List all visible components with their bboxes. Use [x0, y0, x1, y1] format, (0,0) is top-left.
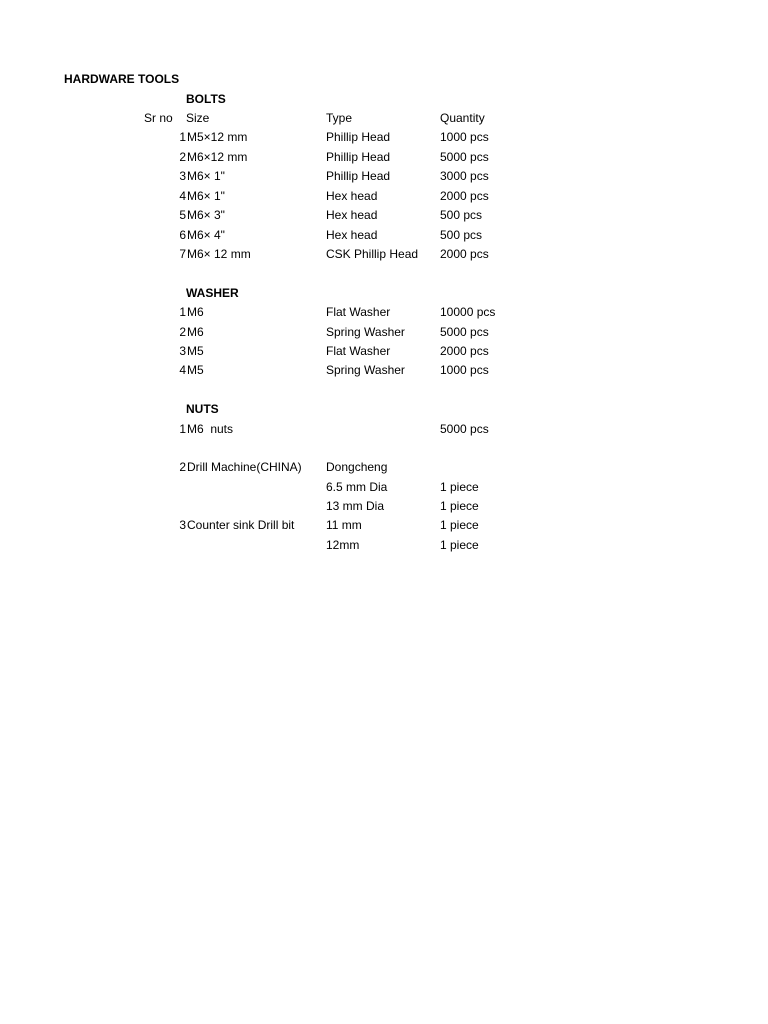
- other-row-type: 11 mm: [326, 518, 362, 532]
- bolt-row-size: M6× 3": [187, 208, 225, 222]
- column-header-size: Size: [186, 111, 210, 125]
- bolt-row-size: M6× 1": [187, 189, 225, 203]
- bolt-row-quantity: 2000 pcs: [440, 247, 489, 261]
- other-row-quantity: 1 piece: [440, 538, 479, 552]
- bolt-row-type: CSK Phillip Head: [326, 247, 419, 261]
- washer-row-type: Flat Washer: [326, 344, 391, 358]
- bolt-row-quantity: 1000 pcs: [440, 130, 489, 144]
- bolt-row-type: Hex head: [326, 228, 378, 242]
- nuts-heading: NUTS: [186, 402, 219, 416]
- page-title: HARDWARE TOOLS: [64, 72, 180, 86]
- other-row-item: Drill Machine(CHINA): [187, 460, 302, 474]
- bolt-row-size: M6× 12 mm: [187, 247, 251, 261]
- bolt-row-size: M6× 4": [187, 228, 225, 242]
- washer-row-size: M5: [187, 363, 204, 377]
- column-header-quantity: Quantity: [440, 111, 485, 125]
- bolt-row-quantity: 5000 pcs: [440, 150, 489, 164]
- nuts-row-size: M6 nuts: [187, 422, 234, 436]
- other-row-quantity: 1 piece: [440, 499, 479, 513]
- bolt-row-quantity: 500 pcs: [440, 228, 483, 242]
- washer-row-type: Spring Washer: [326, 363, 405, 377]
- bolts-heading: BOLTS: [186, 92, 226, 106]
- bolt-row-sr: 3: [179, 169, 186, 183]
- other-row-type: 12mm: [326, 538, 360, 552]
- washer-row-sr: 3: [179, 344, 186, 358]
- bolt-row-type: Phillip Head: [326, 169, 391, 183]
- washer-row-quantity: 2000 pcs: [440, 344, 489, 358]
- bolt-row-sr: 1: [179, 130, 186, 144]
- other-row-sr: 2: [179, 460, 186, 474]
- washer-row-quantity: 5000 pcs: [440, 325, 489, 339]
- column-header-sr-no: Sr no: [144, 111, 173, 125]
- washer-row-quantity: 10000 pcs: [440, 305, 496, 319]
- column-header-type: Type: [326, 111, 353, 125]
- other-row-sr: 3: [179, 518, 186, 532]
- bolt-row-sr: 2: [179, 150, 186, 164]
- washer-row-sr: 2: [179, 325, 186, 339]
- bolt-row-quantity: 500 pcs: [440, 208, 483, 222]
- bolt-row-sr: 5: [179, 208, 186, 222]
- bolt-row-sr: 7: [179, 247, 186, 261]
- washer-row-type: Flat Washer: [326, 305, 391, 319]
- bolt-row-type: Hex head: [326, 189, 378, 203]
- other-row-quantity: 1 piece: [440, 480, 479, 494]
- bolt-row-sr: 4: [179, 189, 186, 203]
- washer-row-size: M6: [187, 305, 204, 319]
- nuts-row-quantity: 5000 pcs: [440, 422, 489, 436]
- washer-heading: WASHER: [186, 286, 239, 300]
- washer-row-sr: 1: [179, 305, 186, 319]
- bolt-row-type: Phillip Head: [326, 150, 391, 164]
- other-row-type: 13 mm Dia: [326, 499, 385, 513]
- washer-row-quantity: 1000 pcs: [440, 363, 489, 377]
- washer-row-sr: 4: [179, 363, 186, 377]
- bolt-row-size: M5×12 mm: [187, 130, 248, 144]
- washer-row-size: M5: [187, 344, 204, 358]
- bolt-row-type: Hex head: [326, 208, 378, 222]
- bolt-row-size: M6×12 mm: [187, 150, 248, 164]
- washer-row-size: M6: [187, 325, 204, 339]
- nuts-row-sr: 1: [179, 422, 186, 436]
- bolt-row-sr: 6: [179, 228, 186, 242]
- bolt-row-type: Phillip Head: [326, 130, 391, 144]
- bolt-row-quantity: 3000 pcs: [440, 169, 489, 183]
- bolt-row-quantity: 2000 pcs: [440, 189, 489, 203]
- other-row-item: Counter sink Drill bit: [187, 518, 295, 532]
- other-row-quantity: 1 piece: [440, 518, 479, 532]
- bolt-row-size: M6× 1": [187, 169, 225, 183]
- other-row-type: Dongcheng: [326, 460, 388, 474]
- washer-row-type: Spring Washer: [326, 325, 405, 339]
- other-row-type: 6.5 mm Dia: [326, 480, 388, 494]
